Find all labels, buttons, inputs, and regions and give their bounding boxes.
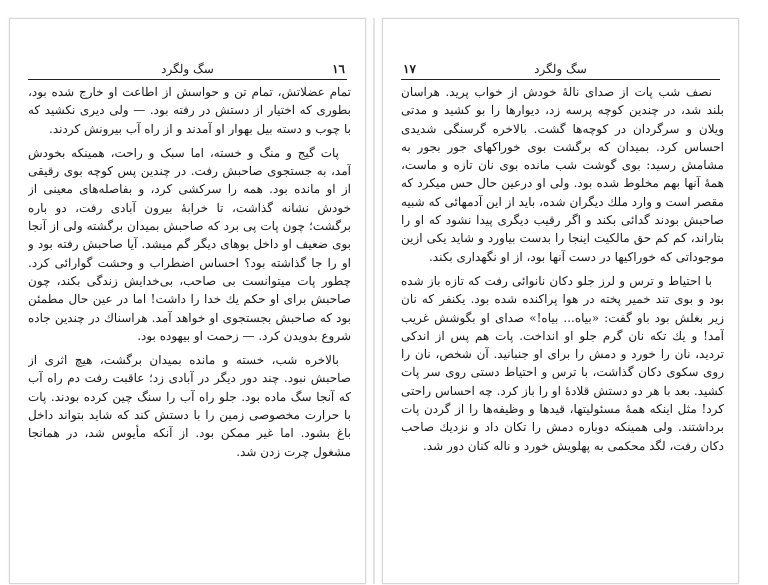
left-page-body <box>28 83 351 549</box>
right-page-body <box>401 83 724 549</box>
left-page-header <box>28 59 347 80</box>
left-page <box>9 18 366 584</box>
left-paragraph-2: پات گیج و منگ و خسته، اما سبک و راحت، همینکه بخودش آمد، به جستجوی صاحبش رفت. در چندین پس کوچه بوی رقیقی از او مانده بود. همه را سرکشی کرد، و بفاصله‌های معینی از خودش نشانه گذاشت، تا خرابهٔ بیرون آبادی رفت، دو باره برگشت؛ چون پات پی برد که صاحبش بمیدان برگشته ولی از آنجا بوی ضعیف او داخل بوهای دیگر گم میشد. آیا صاحبش رفته بود و او را جا گذاشته بود؟ احساس اضطراب و وحشت گوارائی کرد. چطور پات میتوانست بی صاحب، بی‌خدایش زندگی بکند، چون صاحبش برای او حکم یك خدا را داشت! اما در عین حال مطمئن بود که صاحبش بجستجوی او خواهد آمد. هراسناك در چندین جاده شروع بدویدن کرد. — زحمت او بیهوده بود. <box>28 145 351 343</box>
right-page <box>382 18 739 584</box>
left-paragraph-3: بالاخره شب، خسته و مانده بمیدان برگشت، هیچ اثری از صاحبش نبود. چند دور دیگر در آبادی زد؛ عاقبت رفت دم راه آب که آنجا سگ ماده بود. جلو راه آب را سنگ چین کرده بودند. پات با حرارت مخصوصی زمین را با دستش کند که شاید بتواند داخل باغ بشود. اما غیر ممکن بود. از آنکه مأیوس شد، در همانجا مشغول چرت زدن شد. <box>28 353 351 459</box>
left-page-number: ١٦ <box>332 62 345 76</box>
right-page-number: ١٧ <box>403 62 416 76</box>
right-paragraph-2: با احتیاط و ترس و لرز جلو دکان نانوائی رفت که تازه باز شده بود و بوی تند خمیر پخته در هوا پراکنده شده بود. یکنفر که نان زیر بغلش بود باو گفت: «بیاه... بیاه!» صدای او بگوشش غریب آمد! و یك تکه نان گرم جلو او انداخت. پات هم پس از اندکی تردید، نان را خورد و دمش را برای او جنبانید. آن شخص، نان را روی سکوی دکان گذاشت، با ترس و احتیاط دستی روی سر پات کشید. بعد با هر دو دستش قلادهٔ او را باز کرد. چه احساس راحتی کرد! مثل اینکه همهٔ مسئولیتها، قیدها و وظیفه‌ها را از گردن پات برداشتند. ولی همینکه دوباره دمش را تکان داد و نزدیك صاحب دکان رفت، لگد محکمی به پهلویش خورد و ناله کنان دور شد. <box>401 273 724 453</box>
right-page-header <box>401 59 720 80</box>
left-running-title: سگ ولگرد <box>161 62 214 76</box>
left-paragraph-1: تمام عضلاتش، تمام تن و حواسش از اطاعت او خارج شده بود، بطوری که اختیار از دستش در رفته بود. — ولی دیری نکشید که با چوب و دسته بیل بهوار او آمدند و از راه آب بیرونش کردند. <box>28 85 351 136</box>
right-paragraph-1: نصف شب پات از صدای نالهٔ خودش از خواب پرید. هراسان بلند شد، در چندین کوچه پرسه زد، دیوارها را بو کشید و مدتی ویلان و سرگردان در کوچه‌ها گشت. بالاخره گرسنگی شدیدی احساس کرد. بمیدان که برگشت بوی خوراکهای جور بجور به مشامش رسید: بوی گوشت شب مانده بوی نان تازه و ماست، همهٔ آنها بهم مخلوط شده بود. ولی او درعین حال حس میکرد که مقصر است و وارد ملك دیگران شده، باید از این آدمهائی که شبیه صاحبش بودند گدائی بکند و اگر رقیب دیگری پیدا نشود که او را بتاراند، کم کم حق مالکیت اینجا را بدست بیاورد و شاید یکی ازین موجوداتی که خوراکیها در دست آنها بود، از او نگهداری بکند. <box>401 85 724 264</box>
right-running-title: سگ ولگرد <box>534 62 587 76</box>
page-gutter-shadow <box>373 18 375 584</box>
